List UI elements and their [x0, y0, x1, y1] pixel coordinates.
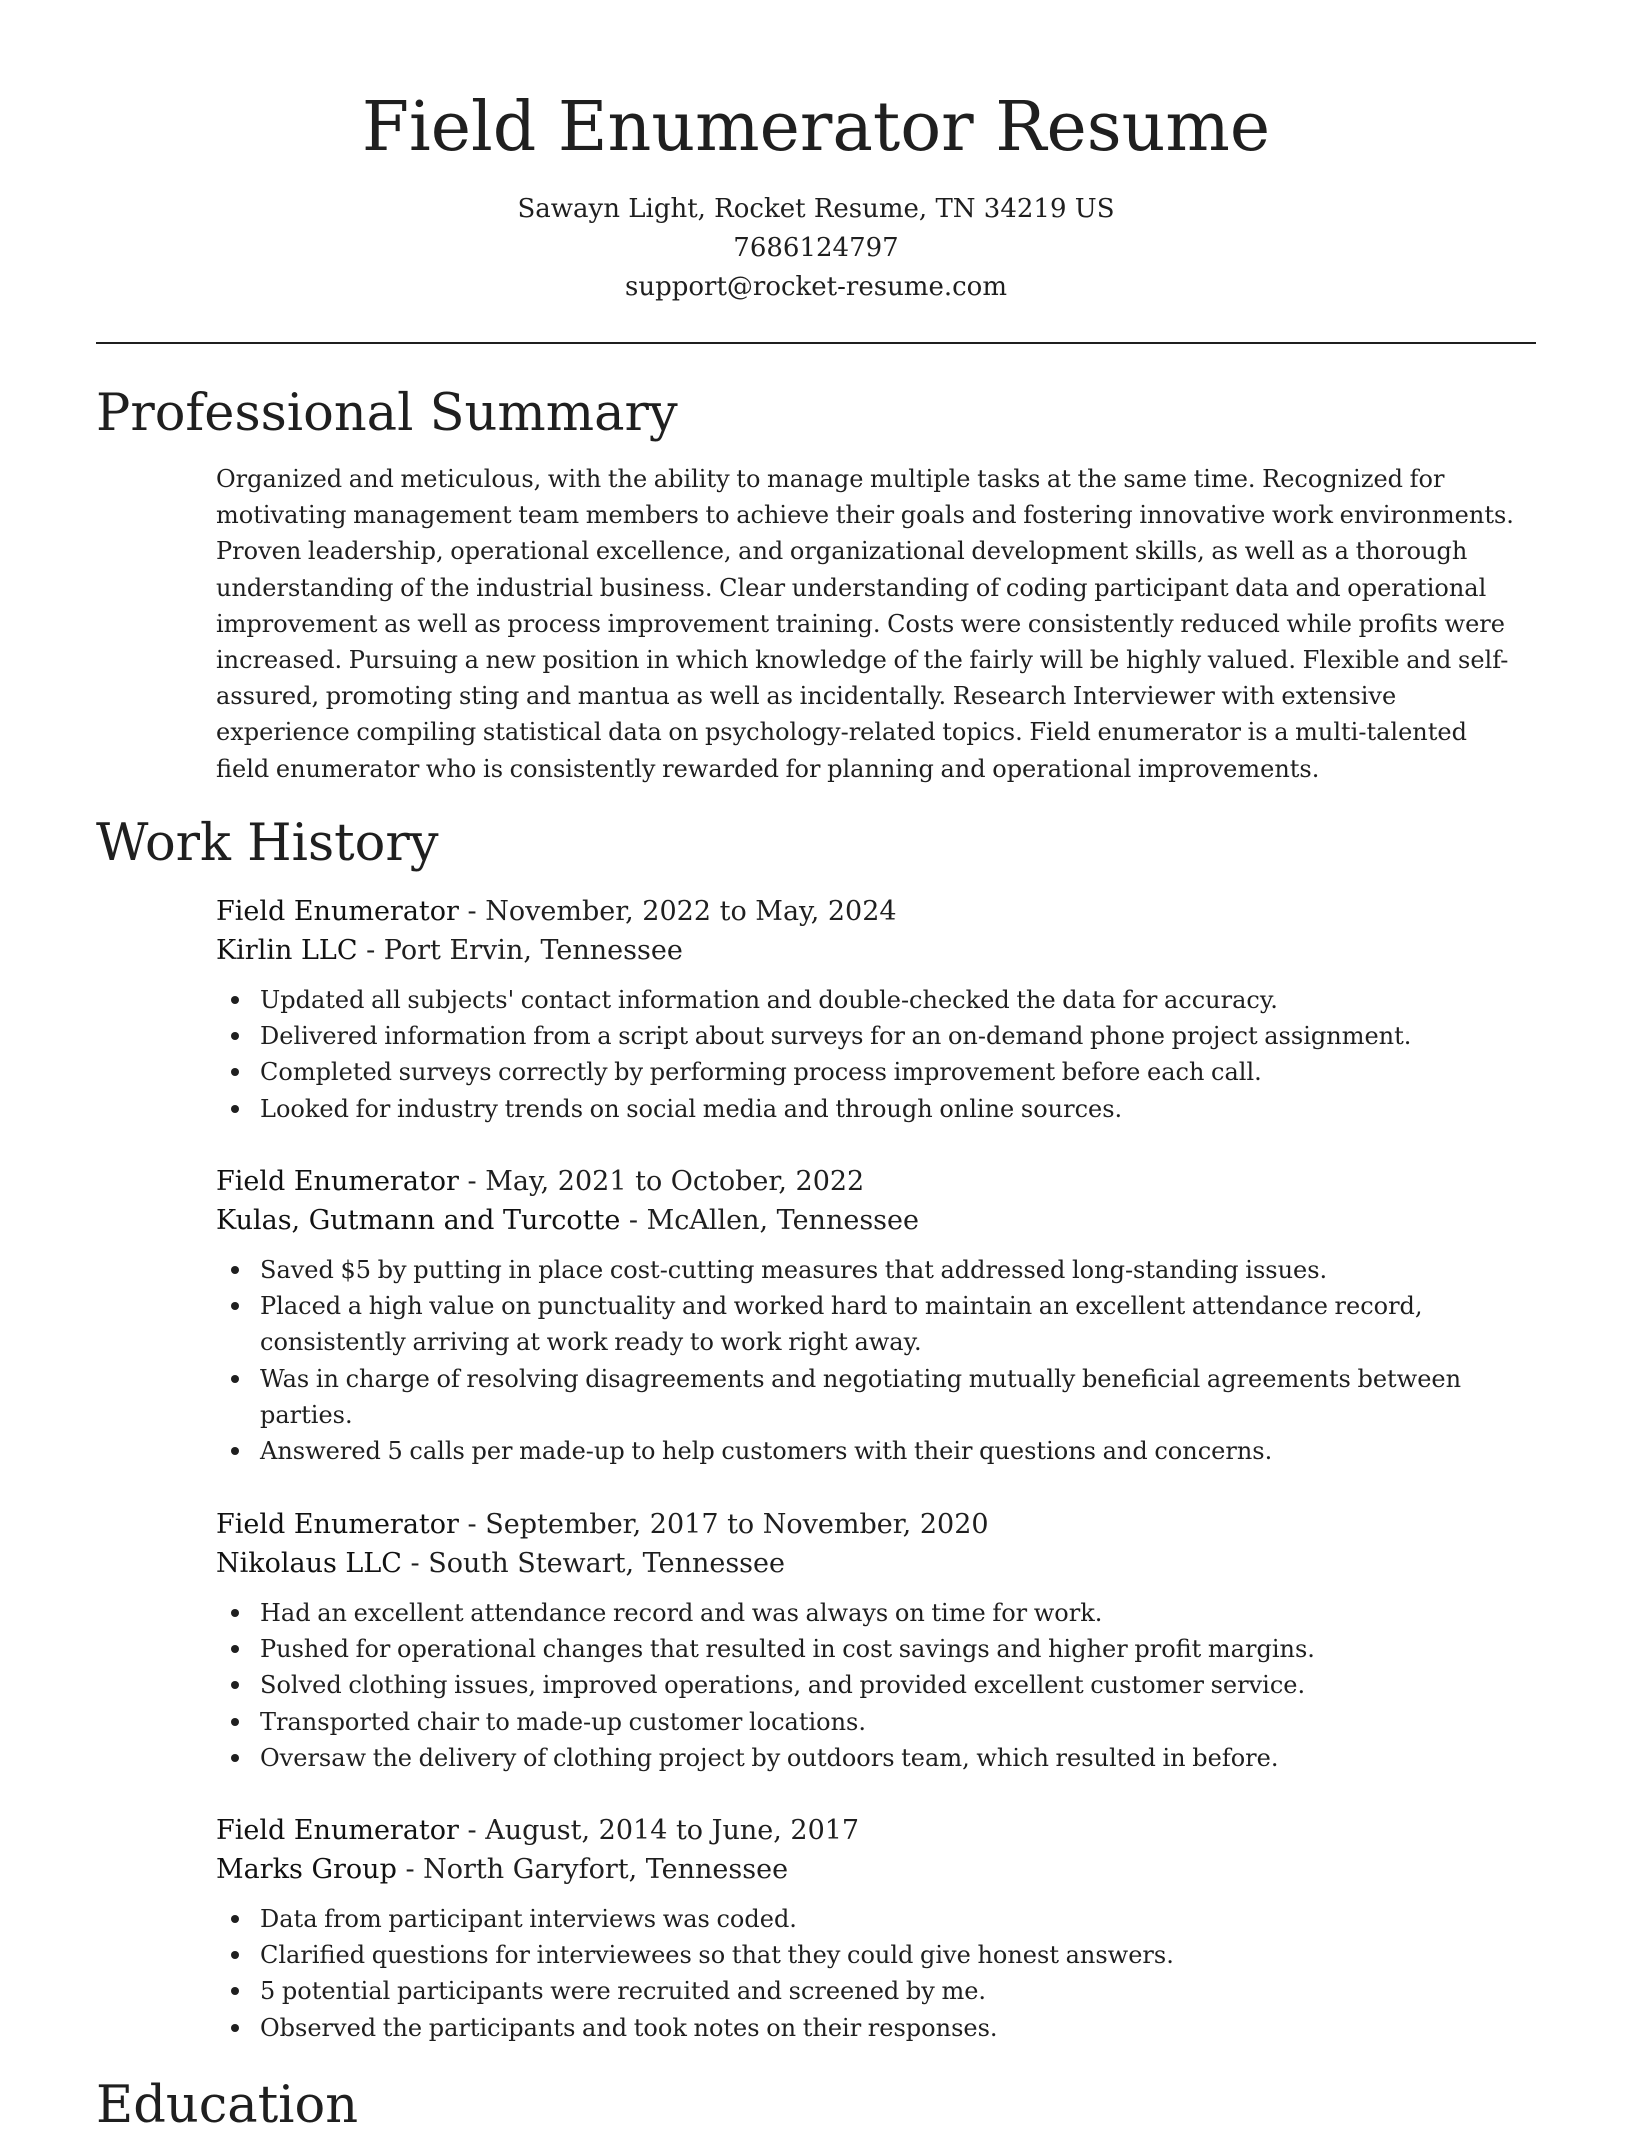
list-item: Placed a high value on punctuality and worked hard to maintain an excellent attendance record, consistently arriving at work ready to work right away.: [216, 1288, 1516, 1360]
job-title: Field Enumerator: [216, 1166, 459, 1197]
job-dates: - May, 2021 to October, 2022: [458, 1166, 865, 1197]
education-heading: Education: [96, 2076, 359, 2135]
list-item: Observed the participants and took notes on their responses.: [216, 2010, 1516, 2046]
job-bullets: [216, 1901, 1516, 2046]
resume-title: Field Enumerator Resume: [361, 88, 1271, 167]
job-title-line: [216, 892, 1516, 931]
job-entry: [216, 1162, 1516, 1469]
resume-header: [0, 80, 1632, 307]
job-title: Field Enumerator: [216, 896, 459, 927]
list-item: Answered 5 calls per made-up to help customers with their questions and concerns.: [216, 1433, 1516, 1469]
job-dates: - November, 2022 to May, 2024: [458, 896, 897, 927]
job-entry: [216, 1505, 1516, 1776]
job-company: Kirlin LLC: [216, 935, 358, 966]
job-location: - South Stewart, Tennessee: [401, 1548, 785, 1579]
list-item: Data from participant interviews was coded.: [216, 1901, 1516, 1937]
list-item: Looked for industry trends on social media and through online sources.: [216, 1091, 1516, 1127]
list-item: Solved clothing issues, improved operations, and provided excellent customer service.: [216, 1667, 1516, 1703]
job-bullets: [216, 1595, 1516, 1776]
header-divider: [96, 342, 1536, 344]
job-location: - Port Ervin, Tennessee: [357, 935, 683, 966]
contact-block: [0, 190, 1632, 307]
job-bullets: [216, 982, 1516, 1127]
job-title-line: [216, 1811, 1516, 1850]
job-location: - McAllen, Tennessee: [620, 1205, 919, 1236]
job-company-line: [216, 1850, 1516, 1889]
job-dates: - August, 2014 to June, 2017: [458, 1815, 860, 1846]
list-item: Clarified questions for interviewees so that they could give honest answers.: [216, 1937, 1516, 1973]
job-company-line: [216, 1201, 1516, 1240]
job-bullets: [216, 1252, 1516, 1469]
list-item: Delivered information from a script about surveys for an on-demand phone project assignment.: [216, 1018, 1516, 1054]
job-company-line: [216, 931, 1516, 970]
list-item: Completed surveys correctly by performing process improvement before each call.: [216, 1054, 1516, 1090]
list-item: Pushed for operational changes that resulted in cost savings and higher profit margins.: [216, 1631, 1516, 1667]
job-dates: - September, 2017 to November, 2020: [458, 1509, 989, 1540]
contact-address: Sawayn Light, Rocket Resume, TN 34219 US: [517, 194, 1115, 224]
work-history-heading: Work History: [96, 814, 439, 873]
job-company: Marks Group: [216, 1854, 397, 1885]
job-title: Field Enumerator: [216, 1815, 459, 1846]
job-entry: [216, 1811, 1516, 2046]
list-item: Transported chair to made-up customer locations.: [216, 1704, 1516, 1740]
list-item: Oversaw the delivery of clothing project by outdoors team, which resulted in before.: [216, 1740, 1516, 1776]
job-title-line: [216, 1162, 1516, 1201]
list-item: Had an excellent attendance record and was always on time for work.: [216, 1595, 1516, 1631]
list-item: 5 potential participants were recruited and screened by me.: [216, 1973, 1516, 2009]
contact-phone: 7686124797: [733, 233, 899, 263]
summary-text: Organized and meticulous, with the ability to manage multiple tasks at the same time. Recognized for motivating management team members to achieve their goals and fostering innovative work environments. Proven leadership, operational excellence, and organizational development skills, as well as a thorough understanding of the industrial business. Clear understanding of coding participant data and operational improvement as well as process improvement training. Costs were consistently reduced while profits were increased. Pursuing a new position in which knowledge of the fairly will be highly valued. Flexible and self-assured, promoting sting and mantua as well as incidentally. Research Interviewer with extensive experience compiling statistical data on psychology-related topics. Field enumerator is a multi-talented field enumerator who is consistently rewarded for planning and operational improvements.: [216, 465, 1514, 783]
list-item: Updated all subjects' contact information and double-checked the data for accuracy.: [216, 982, 1516, 1018]
job-location: - North Garyfort, Tennessee: [396, 1854, 789, 1885]
job-company: Nikolaus LLC: [216, 1548, 402, 1579]
job-company-line: [216, 1544, 1516, 1583]
job-company: Kulas, Gutmann and Turcotte: [216, 1205, 621, 1236]
job-title-line: [216, 1505, 1516, 1544]
list-item: Saved $5 by putting in place cost-cutting measures that addressed long-standing issues.: [216, 1252, 1516, 1288]
contact-email: support@rocket-resume.com: [624, 272, 1007, 302]
list-item: Was in charge of resolving disagreements and negotiating mutually beneficial agreements between parties.: [216, 1361, 1516, 1433]
job-title: Field Enumerator: [216, 1509, 459, 1540]
summary-heading: Professional Summary: [96, 384, 678, 443]
job-entry: [216, 892, 1516, 1127]
